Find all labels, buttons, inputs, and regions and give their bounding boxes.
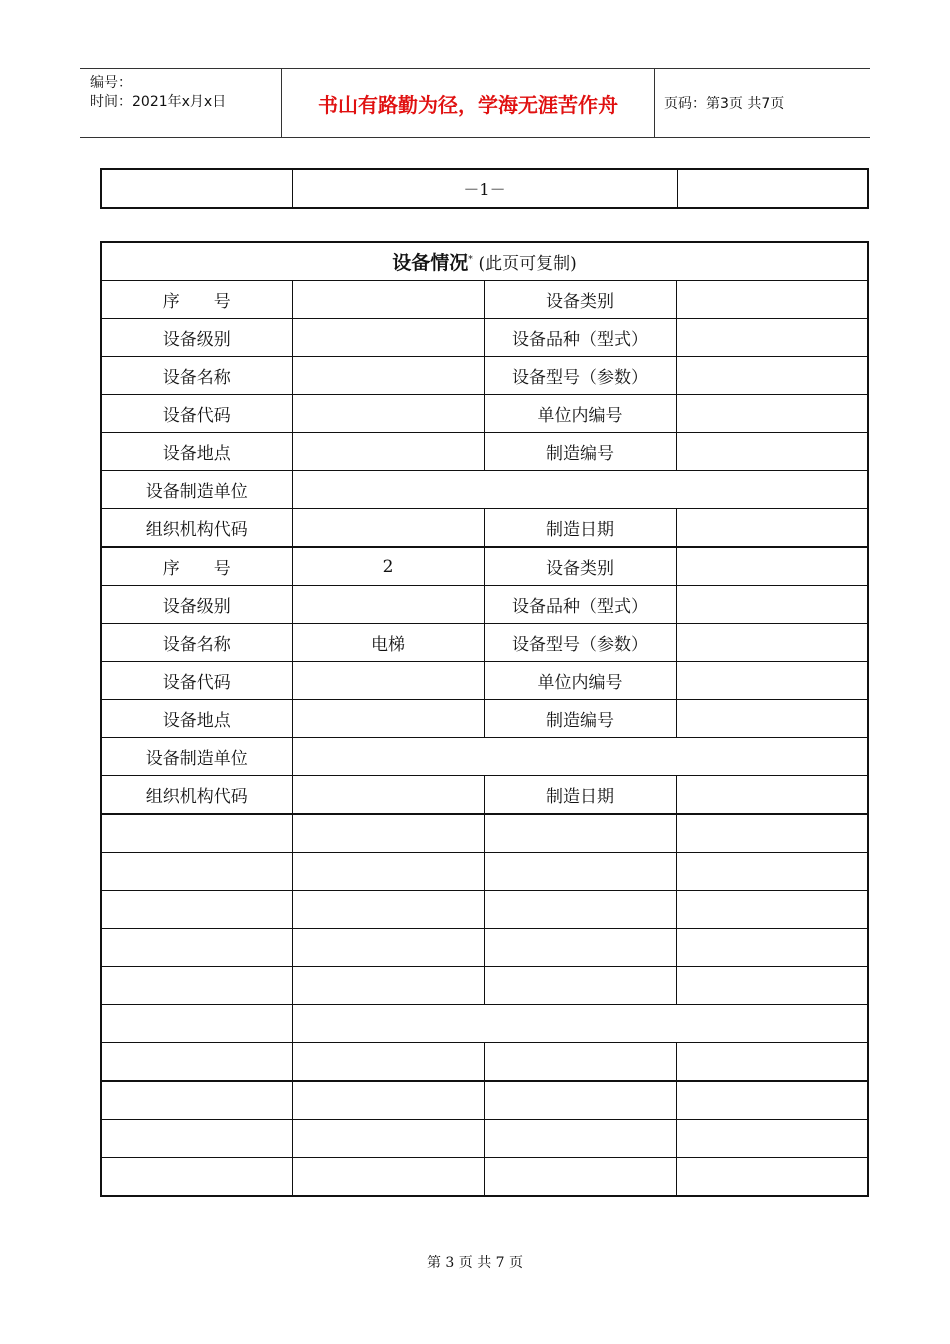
equipment-table (100, 241, 869, 1197)
table-cell[interactable] (484, 929, 676, 967)
title-note: (此页可复制) (478, 254, 577, 274)
label-location: 设备地点 (101, 433, 292, 471)
table-row (101, 1081, 868, 1120)
number-label: 编号： (90, 75, 132, 91)
value-seq[interactable] (292, 281, 484, 319)
table-cell[interactable] (292, 1081, 484, 1120)
table-cell[interactable] (484, 1081, 676, 1120)
label-location: 设备地点 (101, 700, 292, 738)
table-row (101, 1158, 868, 1197)
table-row (101, 776, 868, 815)
table-cell[interactable] (101, 1081, 292, 1120)
table-row (101, 509, 868, 548)
table-cell[interactable] (292, 967, 484, 1005)
table-row (101, 700, 868, 738)
label-name: 设备名称 (101, 357, 292, 395)
value-mfg-date[interactable] (676, 776, 868, 815)
table-cell[interactable] (676, 1043, 868, 1082)
table-row (101, 471, 868, 509)
header-motto: 书山有路勤为径，学海无涯苦作舟 (318, 92, 618, 117)
table-cell[interactable] (292, 891, 484, 929)
label-category: 设备类别 (484, 281, 676, 319)
page-number-marker: －1－ (292, 169, 677, 208)
table-row (101, 853, 868, 891)
table-row (101, 586, 868, 624)
label-serial-no: 制造编号 (484, 433, 676, 471)
page-counter: 页码：第3页 共7页 (664, 96, 785, 112)
label-model: 设备型号（参数） (484, 624, 676, 662)
label-name: 设备名称 (101, 624, 292, 662)
table-row (101, 738, 868, 776)
title-mark: * (468, 255, 473, 265)
table-title (101, 242, 868, 281)
value-code[interactable] (292, 662, 484, 700)
table-cell[interactable] (292, 814, 484, 853)
value-location[interactable] (292, 700, 484, 738)
table-row (101, 169, 868, 208)
table-cell[interactable] (101, 891, 292, 929)
value-seq[interactable]: 2 (292, 547, 484, 586)
table-cell[interactable] (484, 1043, 676, 1082)
value-manufacturer[interactable] (292, 738, 868, 776)
table-cell[interactable] (676, 891, 868, 929)
table-cell[interactable] (484, 1120, 676, 1158)
label-internal-no: 单位内编号 (484, 395, 676, 433)
time-label: 时间：2021年x月x日 (90, 94, 227, 110)
value-org-code[interactable] (292, 776, 484, 815)
table-cell[interactable] (101, 967, 292, 1005)
label-manufacturer: 设备制造单位 (101, 738, 292, 776)
value-location[interactable] (292, 433, 484, 471)
label-manufacturer: 设备制造单位 (101, 471, 292, 509)
table-cell[interactable] (484, 1158, 676, 1197)
table-cell[interactable] (101, 929, 292, 967)
value-org-code[interactable] (292, 509, 484, 548)
table-row (101, 967, 868, 1005)
label-org-code: 组织机构代码 (101, 509, 292, 548)
table-row (101, 319, 868, 357)
value-mfg-date[interactable] (676, 509, 868, 548)
label-code: 设备代码 (101, 662, 292, 700)
table-row (101, 547, 868, 586)
table-row (101, 395, 868, 433)
table-cell[interactable] (101, 853, 292, 891)
label-model: 设备型号（参数） (484, 357, 676, 395)
header-divider (654, 69, 655, 137)
table-cell[interactable] (676, 1120, 868, 1158)
value-internal-no[interactable] (676, 662, 868, 700)
value-model[interactable] (676, 357, 868, 395)
label-category: 设备类别 (484, 547, 676, 586)
table-cell[interactable] (676, 1081, 868, 1120)
table-cell[interactable] (101, 1005, 292, 1043)
value-manufacturer[interactable] (292, 471, 868, 509)
label-variety: 设备品种（型式） (484, 319, 676, 357)
table-cell[interactable] (484, 853, 676, 891)
label-mfg-date: 制造日期 (484, 776, 676, 815)
label-serial-no: 制造编号 (484, 700, 676, 738)
table-cell[interactable] (484, 891, 676, 929)
table-row (101, 433, 868, 471)
table-row (101, 624, 868, 662)
value-level[interactable] (292, 586, 484, 624)
value-category[interactable] (676, 547, 868, 586)
label-variety: 设备品种（型式） (484, 586, 676, 624)
table-title-row (101, 242, 868, 281)
value-name[interactable] (292, 357, 484, 395)
label-seq: 序 号 (101, 547, 292, 586)
table-cell[interactable] (101, 1158, 292, 1197)
label-seq: 序 号 (101, 281, 292, 319)
table-cell[interactable] (292, 929, 484, 967)
table-cell[interactable] (484, 814, 676, 853)
table-row (101, 662, 868, 700)
table-cell[interactable] (676, 967, 868, 1005)
value-internal-no[interactable] (676, 395, 868, 433)
value-model[interactable] (676, 624, 868, 662)
value-variety[interactable] (676, 586, 868, 624)
table-cell[interactable] (676, 814, 868, 853)
value-name[interactable]: 电梯 (292, 624, 484, 662)
table-cell[interactable] (101, 1043, 292, 1082)
table-row (101, 1005, 868, 1043)
table-cell[interactable] (676, 929, 868, 967)
table-cell[interactable] (292, 1005, 868, 1043)
value-level[interactable] (292, 319, 484, 357)
table-cell[interactable] (101, 814, 292, 853)
table-row (101, 357, 868, 395)
table-row (101, 929, 868, 967)
table-row (101, 1120, 868, 1158)
table-cell[interactable] (101, 1120, 292, 1158)
title-main: 设备情况 (392, 252, 469, 274)
value-variety[interactable] (676, 319, 868, 357)
label-level: 设备级别 (101, 319, 292, 357)
label-org-code: 组织机构代码 (101, 776, 292, 815)
table-row (101, 1043, 868, 1082)
top-table (100, 168, 869, 209)
table-row (101, 891, 868, 929)
table-cell[interactable] (484, 967, 676, 1005)
page-footer: 第 3 页 共 7 页 (426, 1255, 524, 1271)
page-header (80, 68, 870, 138)
table-row (101, 814, 868, 853)
label-mfg-date: 制造日期 (484, 509, 676, 548)
value-serial-no[interactable] (676, 700, 868, 738)
table-cell[interactable] (676, 853, 868, 891)
table-cell[interactable] (292, 853, 484, 891)
table-cell[interactable] (292, 1158, 484, 1197)
table-cell[interactable] (292, 1043, 484, 1082)
table-cell[interactable] (676, 1158, 868, 1197)
table-cell (101, 169, 292, 208)
label-internal-no: 单位内编号 (484, 662, 676, 700)
table-cell[interactable] (292, 1120, 484, 1158)
label-level: 设备级别 (101, 586, 292, 624)
label-code: 设备代码 (101, 395, 292, 433)
value-category[interactable] (676, 281, 868, 319)
table-cell (677, 169, 868, 208)
value-serial-no[interactable] (676, 433, 868, 471)
table-row (101, 281, 868, 319)
value-code[interactable] (292, 395, 484, 433)
header-meta (80, 69, 280, 137)
